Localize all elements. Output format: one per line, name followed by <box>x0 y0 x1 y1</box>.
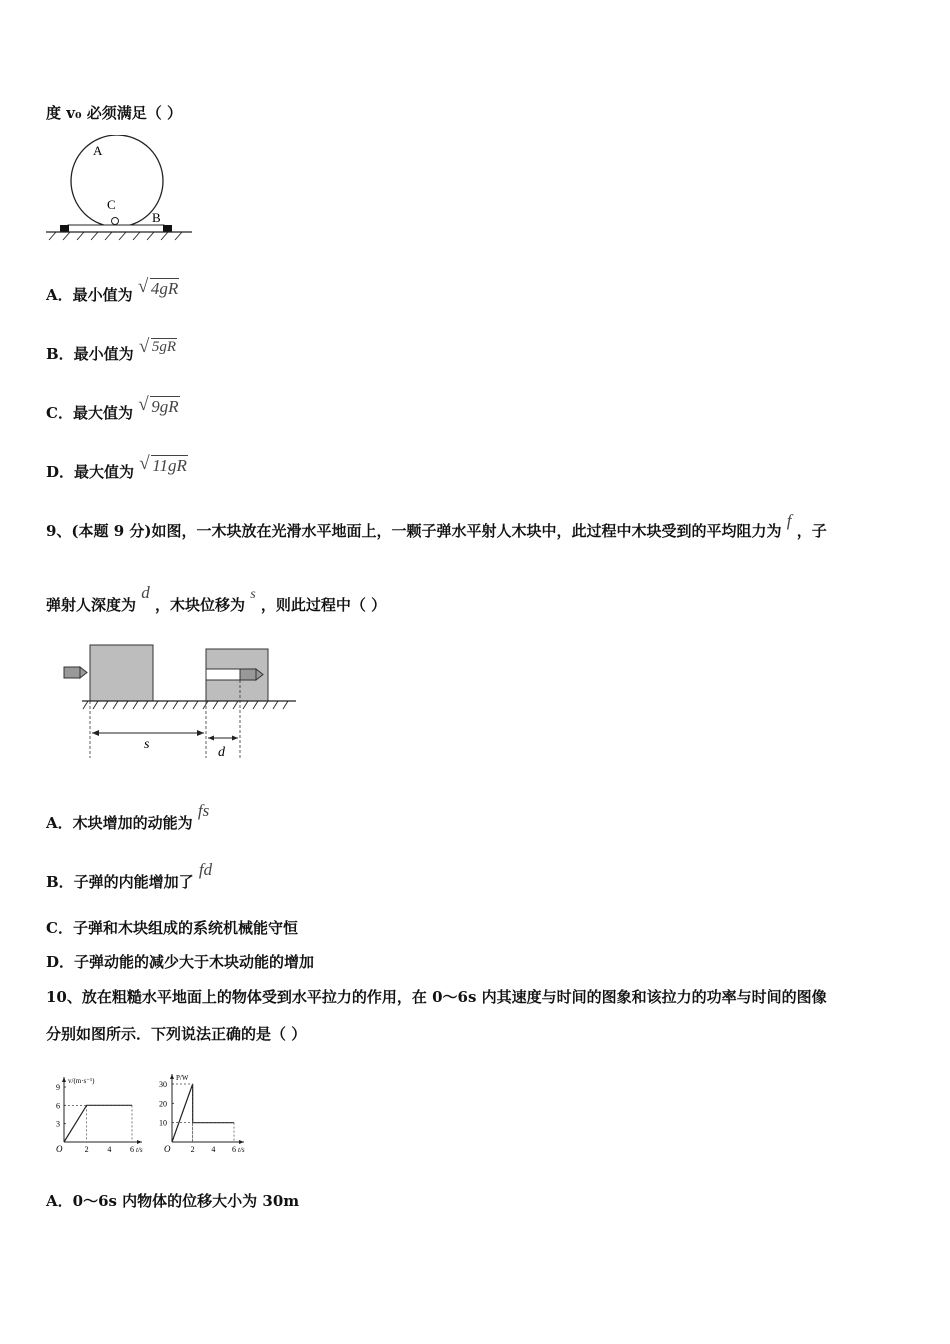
label-s: s <box>144 737 150 752</box>
label-b: B <box>152 210 161 225</box>
q9-line2: 弹射人深度为 d ，木块位移为 s ，则此过程中（ ） <box>46 583 387 614</box>
q8-option-a <box>46 279 179 305</box>
circular-track-figure <box>44 135 196 243</box>
q10-line1: 10、放在粗糙水平地面上的物体受到水平拉力的作用，在 0～6s 内其速度与时间的图象和该拉力的功率与时间的图像 <box>46 988 827 1006</box>
q9-option-c: C．子弹和木块组成的系统机械能守恒 <box>46 919 298 937</box>
x-axis-label: t/s <box>136 1146 143 1154</box>
x-tick-label: 2 <box>190 1145 195 1154</box>
q8-option-b-label: B．最小值为 <box>46 345 134 363</box>
x-tick-label: 2 <box>84 1145 89 1154</box>
q9-option-a: A．木块增加的动能为 fs <box>46 801 210 832</box>
q10-option-a: A．0～6s 内物体的位移大小为 30m <box>46 1192 300 1210</box>
q9-option-d: D．子弹动能的减少大于木块动能的增加 <box>46 953 315 971</box>
q8-option-c-sqrt: √ 9gR <box>138 397 179 417</box>
label-c: C <box>107 197 116 212</box>
y-tick-label: 3 <box>56 1119 60 1129</box>
symbol-f: f <box>786 511 792 530</box>
y-axis-arrow <box>62 1077 66 1082</box>
block-initial <box>90 645 153 701</box>
symbol-d: d <box>141 583 150 602</box>
y-axis-arrow <box>170 1074 174 1079</box>
loop-circle <box>71 135 163 227</box>
q9-line1: 9、(本题 9 分)如图，一木块放在光滑水平地面上，一颗子弹水平射人木块中，此过程中木块受到的平均阻力为 f ，子 <box>46 511 827 540</box>
series-line <box>64 1105 132 1142</box>
symbol-s: s <box>250 587 256 602</box>
q8-option-b <box>46 339 177 364</box>
x-axis-label: t/s <box>238 1146 245 1154</box>
x-tick-label: 6 <box>232 1145 236 1154</box>
y-tick-label: 10 <box>159 1118 167 1128</box>
y-axis-label: v/(m·s⁻¹) <box>68 1077 95 1085</box>
q8-option-a-label: A．最小值为 <box>46 286 133 304</box>
y-tick-label: 20 <box>159 1099 167 1109</box>
q8-option-a-sqrt: √ 4gR <box>138 279 179 299</box>
q8-option-c <box>46 397 180 423</box>
track-base <box>68 225 164 232</box>
q8-option-b-sqrt: √ 5gR <box>139 339 177 356</box>
x-tick-label: 4 <box>107 1145 112 1154</box>
bullet-left <box>64 667 87 678</box>
q9-option-b-expr: fd <box>198 860 213 879</box>
y-tick-label: 30 <box>159 1080 167 1089</box>
x-axis-arrow <box>137 1140 142 1144</box>
origin-label: O <box>164 1144 171 1154</box>
x-axis-arrow <box>239 1140 244 1144</box>
series-line <box>172 1084 234 1142</box>
label-d: d <box>218 745 225 760</box>
x-tick-label: 6 <box>130 1145 134 1154</box>
x-tick-label: 4 <box>211 1145 216 1154</box>
q8-tail-text: 度 v₀ 必须满足（ ） <box>46 104 182 122</box>
velocity-time-chart <box>52 1066 157 1156</box>
q8-option-d <box>46 456 188 482</box>
q10-line2: 分别如图所示．下列说法正确的是（ ） <box>46 1025 307 1043</box>
y-tick-label: 9 <box>56 1083 60 1092</box>
power-time-chart <box>158 1066 254 1156</box>
q8-option-c-label: C．最大值为 <box>46 404 133 422</box>
y-tick-label: 6 <box>56 1101 60 1111</box>
point-c-marker <box>112 218 119 225</box>
y-axis-label: P/W <box>176 1074 189 1082</box>
origin-label: O <box>56 1144 63 1154</box>
label-a: A <box>93 143 103 158</box>
bullet-block-figure <box>60 640 300 768</box>
q9-option-a-expr: fs <box>197 801 210 820</box>
q8-option-d-sqrt: √ 11gR <box>139 456 188 476</box>
q8-option-d-label: D．最大值为 <box>46 463 135 481</box>
q9-option-b: B．子弹的内能增加了 fd <box>46 860 213 891</box>
